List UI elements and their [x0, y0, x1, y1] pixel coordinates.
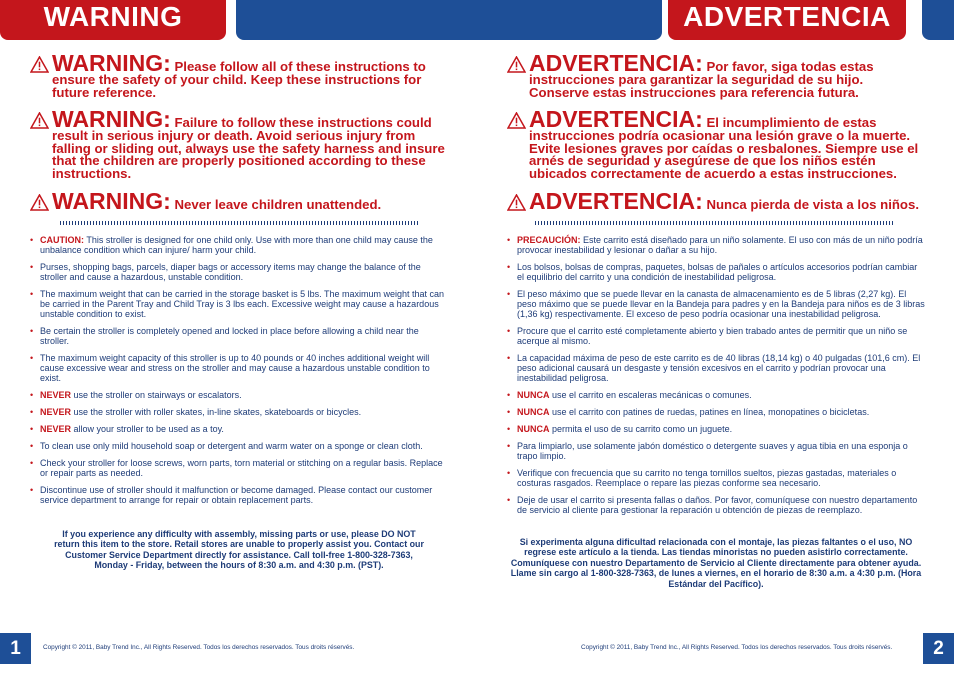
left-tab-title: WARNING: [43, 1, 183, 32]
spanish-page: [507, 52, 925, 590]
list-item: • La capacidad máxima de peso de este carrito es de 40 libras (18,14 kg) o 40 pulgadas (101,6 cm). El peso adicional causará un desgaste y tensión excesivos en el carrito y podrían provocar una inestabilidad peligrosa.: [507, 353, 925, 383]
list-item: • The maximum weight capacity of this stroller is up to 40 pounds or 40 inches additional weight will cause excessive wear and stress on the stroller and may cause a hazardous unstable condition to exist.: [30, 353, 448, 383]
list-item: • Discontinue use of stroller should it malfunction or become damaged. Please contact our customer service department to arrange for repair or obtain replacement parts.: [30, 485, 448, 505]
warning-triangle-icon: [30, 112, 49, 129]
list-item: • To clean use only mild household soap or detergent and warm water on a sponge or clean cloth.: [30, 441, 448, 451]
list-item: • Para limpiarlo, use solamente jabón doméstico o detergente suaves y agua tibia en una esponja o trapo limpio.: [507, 441, 925, 461]
dotted-divider: [535, 221, 895, 225]
list-item: • Be certain the stroller is completely opened and locked in place before allowing a child near the stroller.: [30, 326, 448, 346]
copyright-left: Copyright © 2011, Baby Trend Inc., All Rights Reserved. Todos los derechos reservados. Tous droits réservés.: [43, 644, 355, 651]
list-item: • NEVER use the stroller with roller skates, in-line skates, skateboards or bicycles.: [30, 407, 448, 417]
top-blue-bar-center: [236, 0, 662, 40]
warning-text: Failure to follow these instructions could result in serious injury or death. Avoid serious injury from falling or sliding out, always use the safety harness and insure that the children are properly positioned according to these instructions.: [52, 115, 445, 181]
page-number-left: 1: [0, 633, 31, 664]
list-item: • PRECAUCIÓN: Este carrito está diseñado para un niño solamente. El uso con más de un niño podría provocar inestabilidad y lesionar o dañar a su hijo.: [507, 235, 925, 255]
left-title-tab: [0, 0, 226, 40]
warning-text: Never leave children unattended.: [174, 196, 382, 212]
dotted-divider: [60, 221, 420, 225]
list-item: • NUNCA use el carrito con patines de ruedas, patines en línea, monopatines o bicicletas.: [507, 407, 925, 417]
warning-triangle-icon: [507, 112, 526, 129]
warning-triangle-icon: [30, 56, 49, 73]
top-blue-bar-right: [922, 0, 954, 40]
warning-text: Nunca pierda de vista a los niños.: [706, 196, 919, 212]
list-item: • NUNCA permita el uso de su carrito como un juguete.: [507, 424, 925, 434]
warning-triangle-icon: [30, 194, 49, 211]
warning-triangle-icon: [507, 56, 526, 73]
warning-text: Por favor, siga todas estas instrucciones para garantizar la seguridad de su hijo. Conserve estas instrucciones para referencia futura.: [529, 59, 874, 100]
advertencia-block-3: [507, 187, 925, 214]
warning-heading: WARNING:: [52, 106, 171, 133]
right-tab-title: ADVERTENCIA: [683, 1, 891, 32]
warning-heading: ADVERTENCIA:: [529, 187, 703, 214]
right-title-tab: [668, 0, 906, 40]
list-item: • Verifique con frecuencia que su carrito no tenga tornillos sueltos, piezas gastadas, materiales o costuras rasgados. Reemplace o repare las piezas conforme sea necesario.: [507, 468, 925, 488]
list-item: • Los bolsos, bolsas de compras, paquetes, bolsas de pañales o artículos accesorios podrían cambiar el equilibrio del carrito y una condición de inestabilidad peligrosa.: [507, 262, 925, 282]
english-page: [30, 52, 448, 571]
list-item: • Deje de usar el carrito si presenta fallas o daños. Por favor, comuníquese con nuestro departamento de servicio al cliente para gestionar la reparación u obtención de piezas de reemplazo.: [507, 495, 925, 515]
list-item: • NUNCA use el carrito en escaleras mecánicas o comunes.: [507, 390, 925, 400]
page-number-right: 2: [923, 633, 954, 664]
customer-service-note: Si experimenta alguna dificultad relacionada con el montaje, las piezas faltantes o el uso, NO regrese este artículo a la tienda. Las tiendas minoristas no pueden asistirlo correctamente. Comuníquese con nuestro Departamento de Servicio al Cliente directamente para obtener ayuda. Llame sin cargo al 1-800-328-7363, de lunes a viernes, en el horario de 8:30 a.m. a 4:30 p.m. (Hora Estándar del Pacífico).: [510, 536, 922, 589]
warning-block-1: [30, 52, 448, 99]
english-instructions-list: [30, 235, 448, 505]
warning-heading: WARNING:: [52, 187, 171, 214]
warning-block-2: [30, 108, 448, 180]
list-item: • Check your stroller for loose screws, worn parts, torn material or stitching on a regular basis. Replace or repair parts as needed.: [30, 458, 448, 478]
copyright-right: Copyright © 2011, Baby Trend Inc., All Rights Reserved. Todos los derechos reservados. Tous droits réservés.: [581, 644, 893, 651]
list-item: • El peso máximo que se puede llevar en la canasta de almacenamiento es de 5 libras (2,27 kg). El peso máximo que se puede llevar en la Bandeja para padres y en la Bandeja para niños es de 3 libras (1,36 kg) respectivamente. El exceso de peso podría ocasionar una inestabilidad peligrosa.: [507, 289, 925, 319]
warning-heading: ADVERTENCIA:: [529, 50, 703, 76]
advertencia-block-2: [507, 108, 925, 180]
warning-triangle-icon: [507, 194, 526, 211]
customer-service-note: If you experience any difficulty with assembly, missing parts or use, please DO NOT return this item to the store. Retail stores are unable to properly assist you. Contact our Customer Service Department directly for assistance. Call toll-free 1-800-328-7363, Monday - Friday, between the hours of 8:30 a.m. and 4:30 p.m. (PST).: [54, 528, 424, 571]
list-item: • NEVER allow your stroller to be used as a toy.: [30, 424, 448, 434]
spanish-instructions-list: [507, 235, 925, 515]
warning-heading: WARNING:: [52, 50, 171, 76]
list-item: • Purses, shopping bags, parcels, diaper bags or accessory items may change the balance of the stroller and cause a hazardous, unstable condition.: [30, 262, 448, 282]
list-item: • Procure que el carrito esté completamente abierto y bien trabado antes de permitir que un niño se acerque al mismo.: [507, 326, 925, 346]
warning-text: Please follow all of these instructions to ensure the safety of your child. Keep these instructions for future reference.: [52, 59, 426, 100]
advertencia-block-1: [507, 52, 925, 99]
list-item: • CAUTION: This stroller is designed for one child only. Use with more than one child may cause the unbalance condition which can injure/ harm your child.: [30, 235, 448, 255]
warning-block-3: [30, 187, 448, 214]
warning-heading: ADVERTENCIA:: [529, 106, 703, 133]
warning-text: El incumplimiento de estas instrucciones podría ocasionar una lesión grave o la muerte. Evite lesiones graves por caídas o resbalones. Siempre use el arnés de seguridad y asegúrese de que los niños estén ubicados correctamente de acuerdo a estas instrucciones.: [529, 115, 919, 181]
list-item: • NEVER use the stroller on stairways or escalators.: [30, 390, 448, 400]
list-item: • The maximum weight that can be carried in the storage basket is 5 lbs. The maximum weight that can be carried in the Parent Tray and Child Tray is 3 lbs each. Excessive weight may cause a hazardous unstable condition to exist.: [30, 289, 448, 319]
